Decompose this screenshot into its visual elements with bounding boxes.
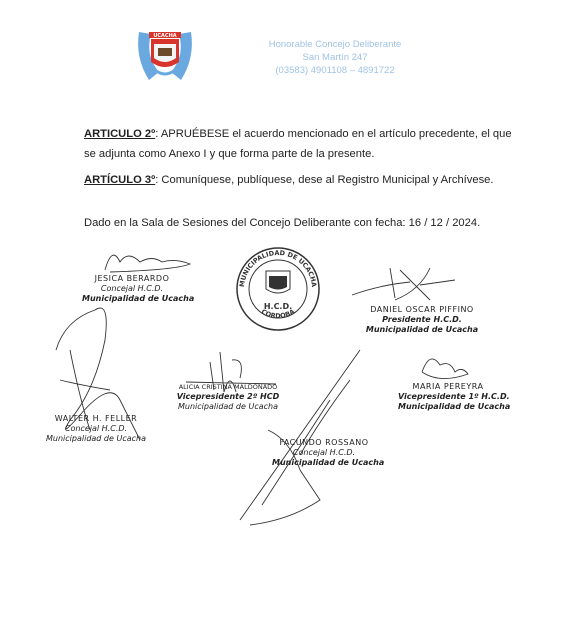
signature-role: Vicepresidente 1º H.C.D. bbox=[398, 392, 510, 401]
org-name: Honorable Concejo Deliberante bbox=[268, 39, 402, 50]
signature-berardo bbox=[82, 274, 195, 304]
closing-text: Dado en la Sala de Sesiones del Concejo Deliberante con fecha: 16 / 12 / 2024. bbox=[84, 217, 481, 229]
signature-name: FACUNDO ROSSANO bbox=[279, 438, 369, 447]
signature-name: WALTER H. FELLER bbox=[54, 414, 138, 423]
article-2 bbox=[84, 124, 514, 164]
signature-name: DANIEL OSCAR PIFFINO bbox=[370, 305, 474, 314]
signature-org: Municipalidad de Ucacha bbox=[365, 325, 479, 334]
signature-name: JESICA BERARDO bbox=[94, 274, 170, 283]
signature-role: Concejal H.C.D. bbox=[292, 448, 356, 457]
signature-org: Municipalidad de Ucacha bbox=[82, 294, 195, 303]
article-3-lead: ARTÍCULO 3º bbox=[84, 174, 156, 186]
signature-name: MARIA PEREYRA bbox=[412, 382, 484, 391]
signature-org: Municipalidad de Ucacha bbox=[46, 434, 146, 443]
seal-bottom-text: CORDOBA bbox=[259, 307, 297, 321]
signature-role: Concejal H.C.D. bbox=[64, 424, 128, 433]
article-2-lead: ARTICULO 2º bbox=[84, 128, 156, 140]
signature-role: Concejal H.C.D. bbox=[100, 284, 164, 293]
seal-center-text: H.C.D. bbox=[263, 302, 293, 311]
org-address: San Martín 247 bbox=[302, 52, 368, 63]
signature-name: ALICIA CRISTINA MALDONADO bbox=[178, 383, 278, 391]
article-2-text: : APRUÉBESE el acuerdo mencionado en el artículo precedente, el que se adjunta como Anexo I y que forma parte de la presente. bbox=[84, 128, 512, 160]
signature-rossano bbox=[272, 438, 385, 468]
municipality-logo bbox=[133, 28, 197, 84]
article-3 bbox=[84, 170, 514, 190]
org-header bbox=[250, 38, 420, 77]
signature-org: Municipalidad de Ucacha bbox=[398, 402, 511, 411]
signature-pereyra bbox=[398, 382, 511, 412]
org-phone: (03583) 4901108 – 4891722 bbox=[275, 65, 395, 76]
signature-org: Municipalidad de Ucacha bbox=[178, 402, 278, 411]
signature-org: Municipalidad de Ucacha bbox=[272, 458, 385, 467]
signature-role: Vicepresidente 2º HCD bbox=[176, 392, 280, 401]
signature-role: Presidente H.C.D. bbox=[382, 315, 462, 324]
logo-text: UCACHA bbox=[153, 33, 177, 40]
article-3-text: : Comuníquese, publíquese, dese al Registro Municipal y Archívese. bbox=[155, 174, 494, 186]
signature-maldonado bbox=[176, 382, 280, 412]
signature-piffino bbox=[362, 305, 482, 335]
hcd-seal bbox=[234, 245, 322, 335]
seal-top-text: MUNICIPALIDAD DE UCACHA bbox=[237, 248, 319, 288]
signature-feller bbox=[46, 414, 146, 444]
